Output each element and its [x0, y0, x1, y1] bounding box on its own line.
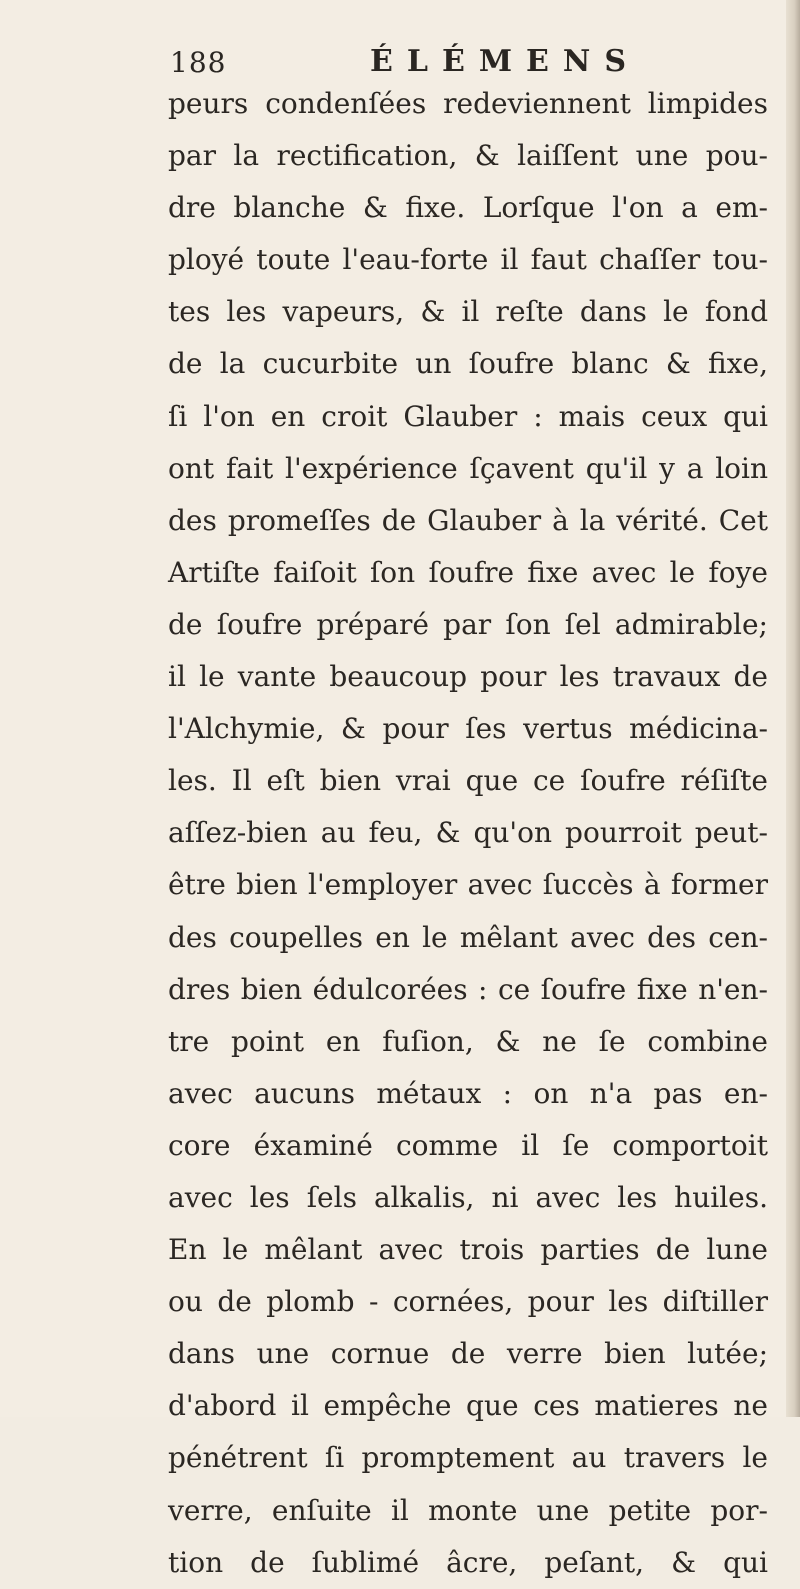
text-line: aſſez-bien au feu, & qu'on pourroit peut- [168, 816, 768, 850]
text-line: il le vante beaucoup pour les travaux de [168, 660, 768, 694]
running-title: ÉLÉMENS [370, 44, 640, 79]
text-line: ſi l'on en croit Glauber : mais ceux qui [168, 399, 768, 433]
page-number: 188 [170, 46, 227, 79]
text-line: ployé toute l'eau-forte il faut chaſſer tou- [168, 243, 768, 277]
text-line: peurs condenſées redeviennent limpides [168, 87, 768, 120]
text-line: tion de ſublimé âcre, peſant, & qui [168, 1545, 768, 1579]
text-line: pénétrent ſi promptement au travers le [168, 1441, 768, 1475]
text-line: core éxaminé comme il ſe comportoit [168, 1128, 768, 1162]
page-edge [786, 0, 800, 1417]
text-line: les. Il eſt bien vrai que ce ſoufre réſiſte [168, 764, 768, 798]
text-line: l'Alchymie, & pour ſes vertus médicina- [168, 712, 768, 746]
text-line: des coupelles en le mêlant avec des cen- [168, 920, 768, 954]
text-line: dre blanche & fixe. Lorſque l'on a em- [168, 191, 768, 225]
text-line: tre point en fuſion, & ne ſe combine [168, 1024, 768, 1058]
text-line: de ſoufre préparé par ſon ſel admirable; [168, 607, 768, 641]
text-line: avec aucuns métaux : on n'a pas en- [168, 1076, 768, 1110]
text-line: dres bien édulcorées : ce ſoufre fixe n'en- [168, 972, 768, 1006]
text-line: Artiſte faiſoit ſon ſoufre fixe avec le foye [168, 555, 768, 589]
text-line: En le mêlant avec trois parties de lune [168, 1233, 768, 1267]
text-line: d'abord il empêche que ces matieres ne [168, 1389, 768, 1423]
text-line: verre, enſuite il monte une petite por- [168, 1493, 768, 1527]
text-line: par la rectification, & laiſſent une pou- [168, 139, 768, 173]
text-line: tes les vapeurs, & il reſte dans le fond [168, 295, 768, 329]
text-line: dans une cornue de verre bien lutée; [168, 1337, 768, 1371]
text-line: être bien l'employer avec ſuccès à former [168, 868, 768, 902]
text-line: des promeſſes de Glauber à la vérité. Cet [168, 503, 768, 537]
text-line: ont fait l'expérience ſçavent qu'il y a loin [168, 451, 768, 485]
text-line: ou de plomb - cornées, pour les diſtiller [168, 1285, 768, 1319]
text-line: avec les ſels alkalis, ni avec les huiles. [168, 1180, 768, 1214]
body-text [168, 78, 768, 1589]
text-line: de la cucurbite un ſoufre blanc & fixe, [168, 347, 768, 381]
